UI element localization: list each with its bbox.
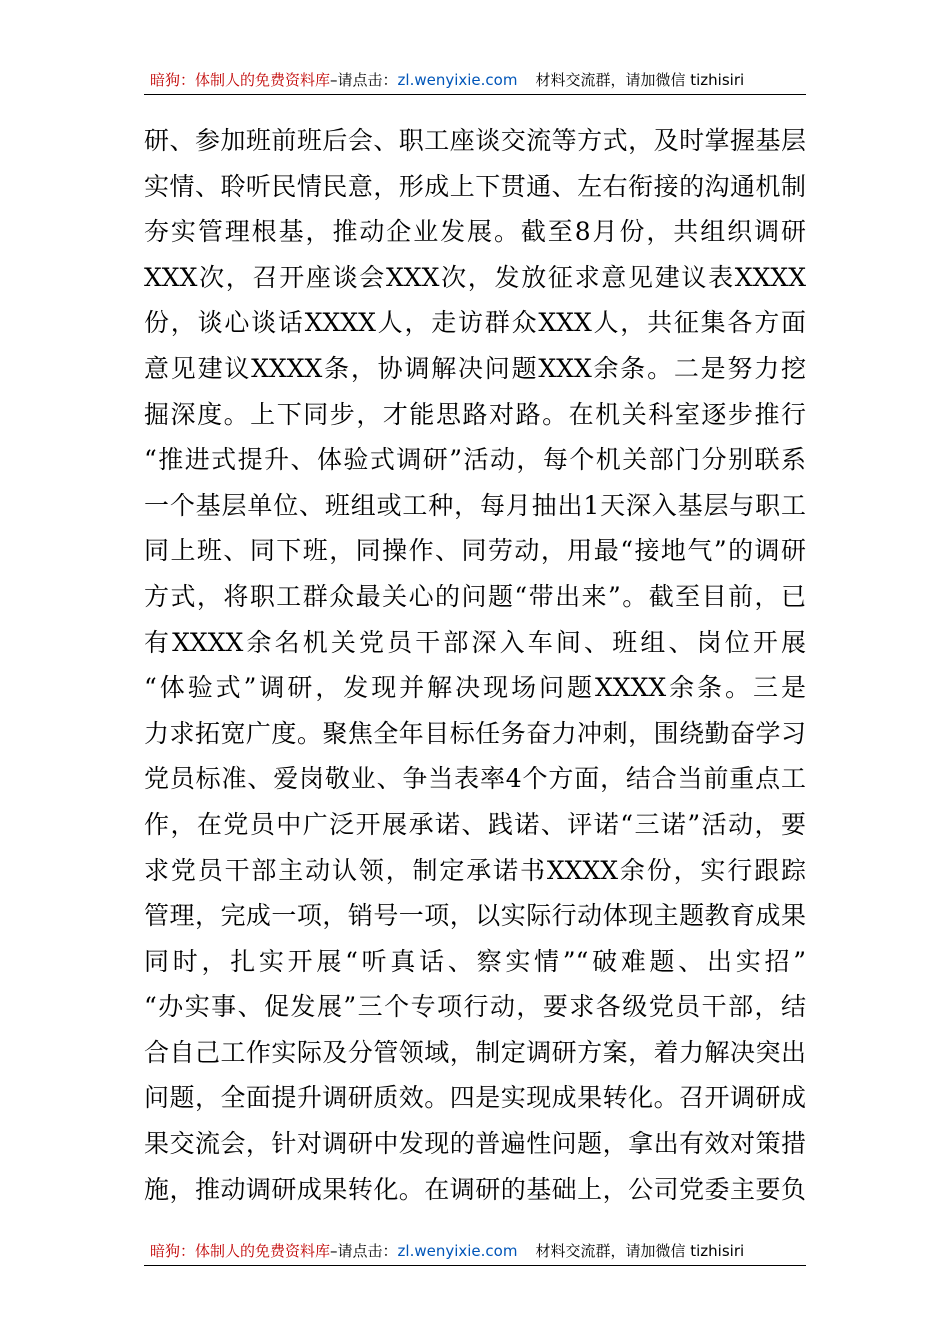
body-line: 同上班、同下班，同操作、同劳动，用最“接地气”的调研 [144,536,806,566]
body-line: 份，谈心谈话XXXX人，走访群众XXX人，共征集各方面 [144,308,806,338]
body-line: 同时，扎实开展“听真话、察实情”“破难题、出实招” [144,946,806,976]
body-line: 意见建议XXXX条，协调解决问题XXX余条。二是努力挖 [144,353,806,383]
body-line: 实情、聆听民情民意，形成上下贯通、左右衔接的沟通机制 [144,171,806,201]
body-line: XXX次，召开座谈会XXX次，发放征求意见建议表XXXX [144,262,806,292]
body-line: 党员标准、爱岗敬业、争当表率4个方面，结合当前重点工 [144,764,806,794]
header-prompt: –请点击： [330,71,398,89]
body-line: “办实事、促发展”三个专项行动，要求各级党员干部，结 [144,992,806,1022]
body-line: 求党员干部主动认领，制定承诺书XXXX余份，实行跟踪 [144,855,806,885]
footer-banner [144,1237,806,1266]
footer-brand: 暗狗：体制人的免费资料库 [150,1242,331,1260]
body-line: 施，推动调研成果转化。在调研的基础上，公司党委主要负 [144,1174,806,1204]
body-line: 研、参加班前班后会、职工座谈交流等方式，及时掌握基层 [144,126,806,155]
body-line: 管理，完成一项，销号一项，以实际行动体现主题教育成果 [144,901,806,931]
header-link[interactable]: zl.wenyixie.com [397,71,518,89]
body-line: 果交流会，针对调研中发现的普遍性问题，拿出有效对策措 [144,1129,806,1159]
body-line: 一个基层单位、班组或工种，每月抽出1天深入基层与职工 [144,490,806,520]
body-line: “推进式提升、体验式调研”活动，每个机关部门分别联系 [144,445,806,475]
body-line: 作，在党员中广泛开展承诺、践诺、评诺“三诺”活动，要 [144,809,806,839]
body-line: 夯实管理根基，推动企业发展。截至8月份，共组织调研 [144,217,806,247]
header-group-note: 材料交流群，请加微信 tizhisiri [535,71,745,89]
header-brand: 暗狗：体制人的免费资料库 [150,71,331,89]
header-banner [144,66,806,95]
body-line: 问题，全面提升调研质效。四是实现成果转化。召开调研成 [144,1083,806,1113]
document-body [144,118,806,1212]
footer-group-note: 材料交流群，请加微信 tizhisiri [535,1242,745,1260]
body-line: 掘深度。上下同步，才能思路对路。在机关科室逐步推行 [144,399,806,429]
body-line: 有XXXX余名机关党员干部深入车间、班组、岗位开展 [144,627,806,657]
body-line: 力求拓宽广度。聚焦全年目标任务奋力冲刺，围绕勤奋学习 [144,718,806,748]
footer-link[interactable]: zl.wenyixie.com [397,1242,518,1260]
footer-prompt: –请点击： [330,1242,398,1260]
body-line: 合自己工作实际及分管领域，制定调研方案，着力解决突出 [144,1037,806,1067]
body-line: 方式，将职工群众最关心的问题“带出来”。截至目前，已 [144,581,806,611]
body-line: “体验式”调研，发现并解决现场问题XXXX余条。三是 [144,673,806,703]
